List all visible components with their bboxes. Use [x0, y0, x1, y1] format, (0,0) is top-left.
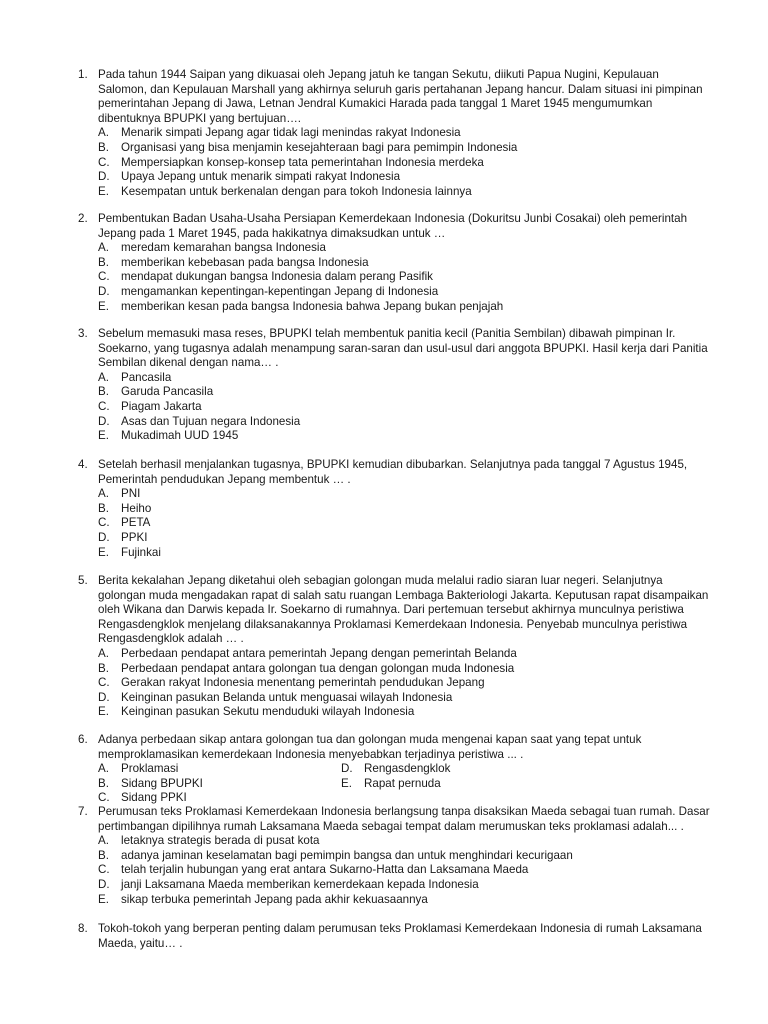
- option-letter: A.: [98, 126, 109, 140]
- option-letter: D.: [98, 690, 110, 704]
- question-number: 2.: [78, 212, 88, 225]
- option-text: PPKI: [121, 530, 148, 544]
- option-letter: D.: [98, 170, 110, 184]
- option-letter: E.: [341, 776, 352, 790]
- option-text: Upaya Jepang untuk menarik simpati rakyat Indonesia: [121, 170, 401, 184]
- option-letter: D.: [98, 877, 110, 891]
- question-number: 7.: [78, 805, 88, 818]
- option-c: [98, 791, 341, 806]
- option-text: meredam kemarahan bangsa Indonesia: [121, 241, 326, 255]
- option-text: mengamankan kepentingan-kepentingan Jepang di Indonesia: [121, 284, 439, 298]
- option-text: Gerakan rakyat Indonesia menentang pemerintah pendudukan Jepang: [121, 676, 485, 690]
- option-text: Mukadimah UUD 1945: [121, 429, 239, 443]
- option-letter: B.: [98, 848, 109, 862]
- option-text: PETA: [121, 516, 151, 530]
- question-text: Berita kekalahan Jepang diketahui oleh sebagian golongan muda melalui radio siaran luar negeri. Selanjutnya golongan muda mengadakan rapat di salah satu ruangan Lembaga Bakteriologi Jakarta. Keputusan rapat disampaikan oleh Wikana dan Darwis kepada Ir. Soekarno di rumahnya. Dari pertemuan tersebut akhirnya munculnya peristiwa Rengasdengklok menjelang dilaksanakannya Proklamasi Kemerdekaan Indonesia. Penyebab munculnya peristiwa Rengasdengklok adalah … .: [98, 574, 709, 646]
- question-8: [78, 922, 710, 951]
- option-e: [98, 893, 710, 908]
- question-text: Setelah berhasil menjalankan tugasnya, BPUPKI kemudian dibubarkan. Selanjutnya pada tanggal 7 Agustus 1945, Pemerintah pendudukan Jepang membentuk … .: [98, 458, 688, 486]
- option-a: [98, 241, 710, 256]
- question-3: [78, 327, 710, 444]
- option-letter: C.: [98, 516, 110, 530]
- option-e: [98, 300, 710, 315]
- question-number: 3.: [78, 327, 88, 340]
- option-d: [98, 285, 710, 300]
- option-text: letaknya strategis berada di pusat kota: [121, 834, 320, 848]
- option-text: Rengasdengklok: [364, 762, 451, 776]
- option-letter: A.: [98, 241, 109, 255]
- option-letter: A.: [98, 370, 109, 384]
- option-letter: A.: [98, 487, 109, 501]
- option-d: [98, 415, 710, 430]
- option-text: memberikan kesan pada bangsa Indonesia bahwa Jepang bukan penjajah: [121, 299, 504, 313]
- option-letter: E.: [98, 892, 109, 906]
- question-2: [78, 212, 710, 314]
- option-text: Sidang BPUPKI: [121, 776, 203, 790]
- question-text: Sebelum memasuki masa reses, BPUPKI telah membentuk panitia kecil (Panitia Sembilan) dibawah pimpinan Ir. Soekarno, yang tugasnya adalah menampung saran-saran dan usul-usul dari anggota BPUPKI. Hasil kerja dari Panitia Sembilan dikenal dengan nama… .: [98, 327, 708, 370]
- question-text: Pada tahun 1944 Saipan yang dikuasai oleh Jepang jatuh ke tangan Sekutu, diikuti Papua Nugini, Kepulauan Salomon, dan Kepulauan Marshall yang akhirnya seluruh garis pertahanan Jepang hancur. Dalam situasi ini pimpinan pemerintahan Jepang di Jawa, Letnan Jendral Kumakici Harada pada tanggal 1 Maret 1945 mengumumkan dibentuknya BPUPKI yang bertujuan….: [98, 68, 703, 125]
- option-letter: B.: [98, 501, 109, 515]
- option-letter: B.: [98, 255, 109, 269]
- option-a: [98, 487, 710, 502]
- question-number: 4.: [78, 458, 88, 471]
- question-text: Adanya perbedaan sikap antara golongan tua dan golongan muda mengenai kapan saat yang tepat untuk memproklamasikan kemerdekaan Indonesia menyebabkan terjadinya peristiwa ... .: [98, 733, 642, 761]
- option-c: [98, 156, 710, 171]
- option-letter: C.: [98, 155, 110, 169]
- option-letter: B.: [98, 385, 109, 399]
- option-letter: D.: [98, 530, 110, 544]
- option-text: memberikan kebebasan pada bangsa Indonesia: [121, 255, 369, 269]
- question-number: 5.: [78, 574, 88, 587]
- options-two-column: [98, 762, 710, 806]
- option-c: [98, 270, 710, 285]
- question-number: 6.: [78, 733, 88, 746]
- option-c: [98, 400, 710, 415]
- option-c: [98, 863, 710, 878]
- option-text: Keinginan pasukan Belanda untuk menguasai wilayah Indonesia: [121, 690, 453, 704]
- option-d: [98, 170, 710, 185]
- option-letter: A.: [98, 646, 109, 660]
- option-letter: C.: [98, 863, 110, 877]
- option-text: Asas dan Tujuan negara Indonesia: [121, 414, 301, 428]
- option-a: [98, 647, 710, 662]
- question-4: [78, 458, 710, 560]
- option-d: [98, 531, 710, 546]
- option-e: [341, 777, 710, 792]
- option-c: [98, 676, 710, 691]
- option-text: Mempersiapkan konsep-konsep tata pemerintahan Indonesia merdeka: [121, 155, 484, 169]
- option-text: Organisasi yang bisa menjamin kesejahteraan bagi para pemimpin Indonesia: [121, 140, 518, 154]
- option-b: [98, 385, 710, 400]
- option-b: [98, 662, 710, 677]
- option-text: Heiho: [121, 501, 152, 515]
- option-letter: E.: [98, 184, 109, 198]
- option-text: Garuda Pancasila: [121, 385, 214, 399]
- option-text: Fujinkai: [121, 545, 161, 559]
- option-letter: B.: [98, 776, 109, 790]
- option-b: [98, 849, 710, 864]
- option-b: [98, 256, 710, 271]
- option-text: adanya jaminan keselamatan bagi pemimpin bangsa dan untuk menghindari kecurigaan: [121, 848, 573, 862]
- option-letter: E.: [98, 299, 109, 313]
- option-letter: C.: [98, 791, 110, 805]
- question-number: 1.: [78, 68, 88, 81]
- option-d: [341, 762, 710, 777]
- option-text: Rapat pernuda: [364, 776, 441, 790]
- option-d: [98, 878, 710, 893]
- option-letter: C.: [98, 399, 110, 413]
- option-letter: A.: [98, 762, 109, 776]
- option-d: [98, 691, 710, 706]
- question-number: 8.: [78, 922, 88, 935]
- option-a: [98, 371, 710, 386]
- option-text: Piagam Jakarta: [121, 399, 202, 413]
- option-letter: C.: [98, 270, 110, 284]
- option-text: Perbedaan pendapat antara pemerintah Jepang dengan pemerintah Belanda: [121, 646, 517, 660]
- option-b: [98, 141, 710, 156]
- option-letter: D.: [341, 762, 353, 776]
- option-letter: E.: [98, 429, 109, 443]
- option-letter: E.: [98, 705, 109, 719]
- option-text: telah terjalin hubungan yang erat antara Sukarno-Hatta dan Laksamana Maeda: [121, 863, 529, 877]
- question-text: Pembentukan Badan Usaha-Usaha Persiapan Kemerdekaan Indonesia (Dokuritsu Junbi Cosakai) oleh pemerintah Jepang pada 1 Maret 1945, pada hakikatnya dimaksudkan untuk …: [98, 212, 688, 240]
- question-text: Tokoh-tokoh yang berperan penting dalam perumusan teks Proklamasi Kemerdekaan Indonesia di rumah Laksamana Maeda, yaitu… .: [98, 922, 702, 950]
- option-text: Perbedaan pendapat antara golongan tua dengan golongan muda Indonesia: [121, 661, 515, 675]
- option-letter: D.: [98, 284, 110, 298]
- option-b: [98, 502, 710, 517]
- option-text: PNI: [121, 487, 141, 501]
- question-7: [78, 805, 710, 907]
- option-a: [98, 834, 710, 849]
- option-text: sikap terbuka pemerintah Jepang pada akhir kekuasaannya: [121, 892, 428, 906]
- option-e: [98, 705, 710, 720]
- option-text: mendapat dukungan bangsa Indonesia dalam perang Pasifik: [121, 270, 433, 284]
- option-c: [98, 516, 710, 531]
- option-text: Sidang PPKI: [121, 791, 187, 805]
- option-b: [98, 777, 341, 792]
- option-e: [98, 429, 710, 444]
- option-e: [98, 546, 710, 561]
- option-text: Proklamasi: [121, 762, 179, 776]
- question-5: [78, 574, 710, 720]
- option-a: [98, 762, 341, 777]
- option-text: Keinginan pasukan Sekutu menduduki wilayah Indonesia: [121, 705, 415, 719]
- question-text: Perumusan teks Proklamasi Kemerdekaan Indonesia berlangsung tanpa disaksikan Maeda sebagai tuan rumah. Dasar pertimbangan dipilihnya rumah Laksamana Maeda sebagai tempat dalam merumuskan teks proklamasi adalah... .: [98, 805, 710, 833]
- option-a: [98, 126, 710, 141]
- option-letter: B.: [98, 140, 109, 154]
- option-e: [98, 185, 710, 200]
- option-letter: C.: [98, 676, 110, 690]
- question-6: [78, 733, 710, 806]
- option-text: Kesempatan untuk berkenalan dengan para tokoh Indonesia lainnya: [121, 184, 472, 198]
- option-letter: D.: [98, 414, 110, 428]
- option-letter: A.: [98, 834, 109, 848]
- option-text: Menarik simpati Jepang agar tidak lagi menindas rakyat Indonesia: [121, 126, 461, 140]
- question-1: [78, 68, 710, 199]
- option-letter: B.: [98, 661, 109, 675]
- option-text: janji Laksamana Maeda memberikan kemerdekaan kepada Indonesia: [121, 877, 479, 891]
- option-letter: E.: [98, 545, 109, 559]
- option-text: Pancasila: [121, 370, 172, 384]
